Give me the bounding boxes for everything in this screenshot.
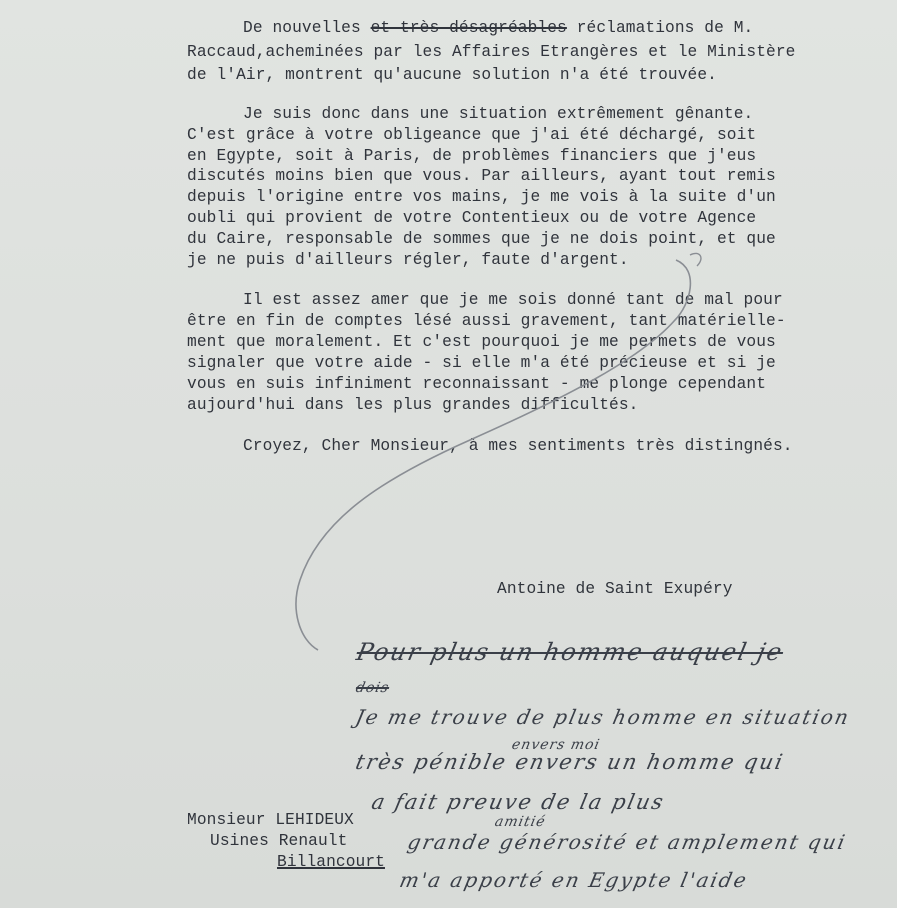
paragraph-1-line-2: Raccaud,acheminées par les Affaires Etrangères et le Ministère [187,43,796,61]
paragraph-2-line-6: oubli qui provient de votre Contentieux ou de votre Agence [187,209,757,227]
paragraph-2-line-5: depuis l'origine entre vos mains, je me vois à la suite d'un [187,188,776,206]
paragraph-3-line-5: vous en suis infiniment reconnaissant - me plonge cependant [187,375,767,393]
handwritten-line-3: Je me trouve de plus homme en situation [353,705,853,729]
handwritten-line-1: Pour plus un homme auquel je [354,638,787,666]
text-fragment: réclamations de M. [566,19,754,37]
paragraph-3-line-3: ment que moralement. Et c'est pourquoi je me permets de vous [187,333,776,351]
closing-line: Croyez, Cher Monsieur, à mes sentiments très distingnés. [243,437,793,455]
paragraph-3-line-2: être en fin de comptes lésé aussi gravement, tant matérielle- [187,312,786,330]
handwritten-line-7: m'a apporté en Egypte l'aide [397,868,751,892]
paragraph-1-line-3: de l'Air, montrent qu'aucune solution n'a été trouvée. [187,66,717,84]
paragraph-2-line-7: du Caire, responsable de sommes que je ne dois point, et que [187,230,776,248]
handwritten-line-2: dois [354,680,391,696]
text-fragment: De nouvelles [243,19,371,37]
paragraph-3-line-4: signaler que votre aide - si elle m'a été précieuse et si je [187,354,776,372]
paragraph-1-line-1 [243,18,753,38]
signature-name: Antoine de Saint Exupéry [497,580,733,598]
paragraph-3-line-1: Il est assez amer que je me sois donné tant de mal pour [243,291,783,309]
paragraph-2-line-1: Je suis donc dans une situation extrêmement gênante. [243,105,754,123]
paragraph-2-line-2: C'est grâce à votre obligeance que j'ai été déchargé, soit [187,126,757,144]
struck-text: et très désagréables [370,19,567,37]
handwritten-line-5: a fait preuve de la plus [369,790,668,814]
recipient-name: Monsieur LEHIDEUX [187,811,354,829]
recipient-company: Usines Renault [210,832,348,850]
handwritten-insert-1: envers moi [510,737,602,753]
paragraph-3-line-6: aujourd'hui dans les plus grandes difficultés. [187,396,639,414]
recipient-city: Billancourt [277,853,385,871]
handwritten-line-4: très pénible envers un homme qui [353,750,787,774]
handwritten-insert-2: amitié [493,814,548,830]
paragraph-2-line-8: je ne puis d'ailleurs régler, faute d'argent. [187,251,629,269]
handwritten-line-6: grande générosité et amplement qui [405,830,849,854]
paragraph-2-line-3: en Egypte, soit à Paris, de problèmes financiers que j'eus [187,147,757,165]
pencil-hook [690,253,701,266]
paragraph-2-line-4: discutés moins bien que vous. Par ailleurs, ayant tout remis [187,167,776,185]
